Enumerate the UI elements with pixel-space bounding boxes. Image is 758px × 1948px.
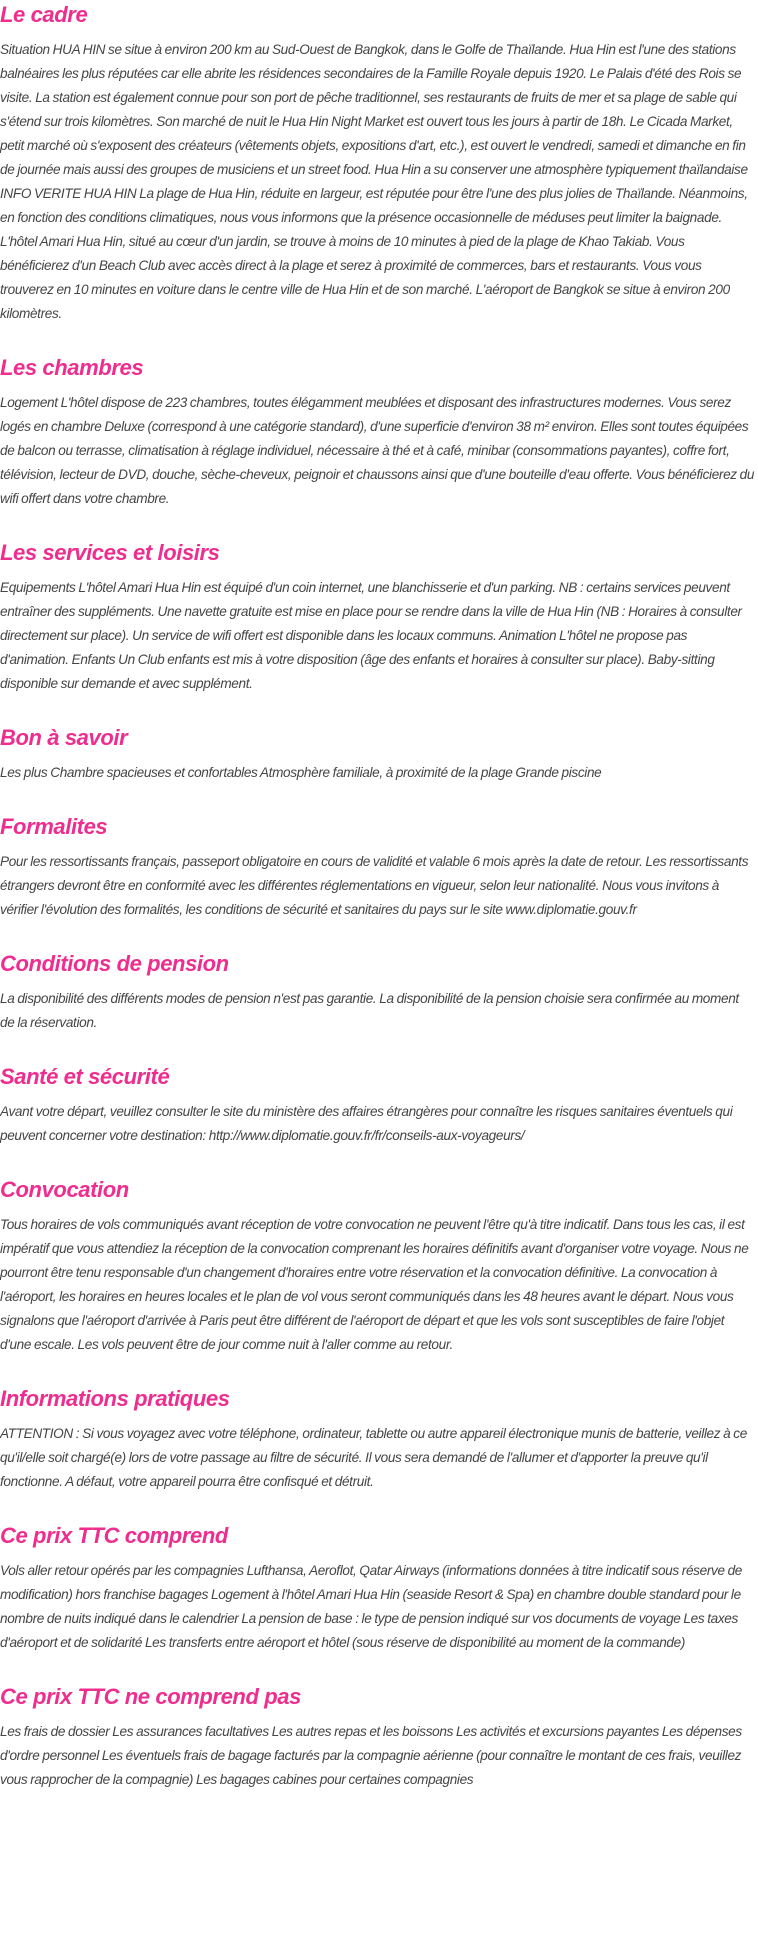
section-body: Vols aller retour opérés par les compagnies Lufthansa, Aeroflot, Qatar Airways (informations données à titre indicatif sous réserve de modification) hors franchise bagages Logement à l'hôtel Amari Hua Hin (seaside Resort & Spa) en chambre double standard pour le nombre de nuits indiqué dans le calendrier La pension de base : le type de pension indiqué sur vos documents de voyage Les taxes d'aéroport et de solidarité Les transferts entre aéroport et hôtel (sous réserve de disponibilité au moment de la commande) xyxy=(0,1563,742,1650)
section-body: ATTENTION : Si vous voyagez avec votre téléphone, ordinateur, tablette ou autre appareil électronique munis de batterie, veillez à ce qu'il/elle soit chargé(e) lors de votre passage au filtre de sécurité. Il vous sera demandé de l'allumer et d'apporter la preuve qu'il fonctionne. A défaut, votre appareil pourra être confisqué et détruit. xyxy=(0,1426,747,1489)
section-convocation xyxy=(0,1175,756,1357)
section-body: Pour les ressortissants français, passeport obligatoire en cours de validité et valable 6 mois après la date de retour. Les ressortissants étrangers devront être en conformité avec les différentes réglementations en vigueur, selon leur nationalité. Nous vous invitons à vérifier l'évolution des formalités, les conditions de sécurité et sanitaires du pays sur le site www.diplomatie.gouv.fr xyxy=(0,854,749,917)
section-title: Formalites xyxy=(0,814,108,839)
section-formalites xyxy=(0,812,756,922)
section-title: Informations pratiques xyxy=(0,1386,230,1411)
section-title: Santé et sécurité xyxy=(0,1064,170,1089)
section-title: Bon à savoir xyxy=(0,725,128,750)
section-title: Le cadre xyxy=(0,2,88,27)
section-body: Les plus Chambre spacieuses et confortables Atmosphère familiale, à proximité de la plage Grande piscine xyxy=(0,765,602,780)
section-title: Les services et loisirs xyxy=(0,540,220,565)
section-le-cadre xyxy=(0,0,756,326)
section-body: Logement L'hôtel dispose de 223 chambres, toutes élégamment meublées et disposant des infrastructures modernes. Vous serez logés en chambre Deluxe (correspond à une catégorie standard), d'une superficie d'environ 38 m² environ. Elles sont toutes équipées de balcon ou terrasse, climatisation à réglage individuel, nécessaire à thé et à café, minibar (consommations payantes), coffre fort, télévision, lecteur de DVD, douche, sèche-cheveux, peignoir et chaussons ainsi que d'une bouteille d'eau offerte. Vous bénéficierez du wifi offert dans votre chambre. xyxy=(0,395,755,506)
section-prix-ne-comprend-pas xyxy=(0,1682,756,1792)
section-services-loisirs xyxy=(0,538,756,696)
section-body: Avant votre départ, veuillez consulter le site du ministère des affaires étrangères pour connaître les risques sanitaires éventuels qui peuvent concerner votre destination: http://www.diplomatie.gouv.fr/fr/conseils-aux-voyageurs/ xyxy=(0,1104,733,1143)
section-title: Ce prix TTC comprend xyxy=(0,1523,228,1548)
section-body: Situation HUA HIN se situe à environ 200 km au Sud-Ouest de Bangkok, dans le Golfe de Thaïlande. Hua Hin est l'une des stations balnéaires les plus réputées car elle abrite les résidences secondaires de la Famille Royale depuis 1920. Le Palais d'été des Rois se visite. La station est également connue pour son port de pêche traditionnel, ses restaurants de fruits de mer et sa plage de sable qui s'étend sur trois kilomètres. Son marché de nuit le Hua Hin Night Market est ouvert tous les jours à partir de 18h. Le Cicada Market, petit marché où s'exposent des créateurs (vêtements objets, expositions d'art, etc.), est ouvert le vendredi, samedi et dimanche en fin de journée mais aussi des groupes de musiciens et un street food. Hua Hin a su conserver une atmosphère typiquement thaïlandaise INFO VERITE HUA HIN La plage de Hua Hin, réduite en largeur, est réputée pour être l'une des plus jolies de Thaïlande. Néanmoins, en fonction des conditions climatiques, nous vous informons que la présence occasionnelle de méduses peut limiter la baignade. L'hôtel Amari Hua Hin, situé au cœur d'un jardin, se trouve à moins de 10 minutes à pied de la plage de Khao Takiab. Vous bénéficierez d'un Beach Club avec accès direct à la plage et serez à proximité de commerces, bars et restaurants. Vous vous trouverez en 10 minutes en voiture dans le centre ville de Hua Hin et de son marché. L'aéroport de Bangkok se situe à environ 200 kilomètres. xyxy=(0,42,748,321)
section-sante-securite xyxy=(0,1062,756,1148)
section-body: Tous horaires de vols communiqués avant réception de votre convocation ne peuvent l'être qu'à titre indicatif. Dans tous les cas, il est impératif que vous attendiez la réception de la convocation comprenant les horaires définitifs avant d'organiser votre voyage. Nous ne pourront être tenu responsable d'un changement d'horaires entre votre réservation et la convocation définitive. La convocation à l'aéroport, les horaires en heures locales et le plan de vol vous seront communiqués dans les 48 heures avant le départ. Nous vous signalons que l'aéroport d'arrivée à Paris peut être différent de l'aéroport de départ et que les vols sont susceptibles de faire l'objet d'une escale. Les vols peuvent être de jour comme nuit à l'aller comme au retour. xyxy=(0,1217,749,1352)
section-title: Conditions de pension xyxy=(0,951,229,976)
section-title: Convocation xyxy=(0,1177,129,1202)
section-body: Equipements L'hôtel Amari Hua Hin est équipé d'un coin internet, une blanchisserie et d'un parking. NB : certains services peuvent entraîner des suppléments. Une navette gratuite est mise en place pour se rendre dans la ville de Hua Hin (NB : Horaires à consulter directement sur place). Un service de wifi offert est disponible dans les locaux communs. Animation L'hôtel ne propose pas d'animation. Enfants Un Club enfants est mis à votre disposition (âge des enfants et horaires à consulter sur place). Baby-sitting disponible sur demande et avec supplément. xyxy=(0,580,742,691)
section-body: La disponibilité des différents modes de pension n'est pas garantie. La disponibilité de la pension choisie sera confirmée au moment de la réservation. xyxy=(0,991,739,1030)
section-informations-pratiques xyxy=(0,1384,756,1494)
section-title: Ce prix TTC ne comprend pas xyxy=(0,1684,301,1709)
section-bon-a-savoir xyxy=(0,723,756,785)
section-conditions-pension xyxy=(0,949,756,1035)
section-les-chambres xyxy=(0,353,756,511)
section-prix-comprend xyxy=(0,1521,756,1655)
section-title: Les chambres xyxy=(0,355,144,380)
section-body: Les frais de dossier Les assurances facultatives Les autres repas et les boissons Les activités et excursions payantes Les dépenses d'ordre personnel Les éventuels frais de bagage facturés par la compagnie aérienne (pour connaître le montant de ces frais, veuillez vous rapprocher de la compagnie) Les bagages cabines pour certaines compagnies xyxy=(0,1724,742,1787)
